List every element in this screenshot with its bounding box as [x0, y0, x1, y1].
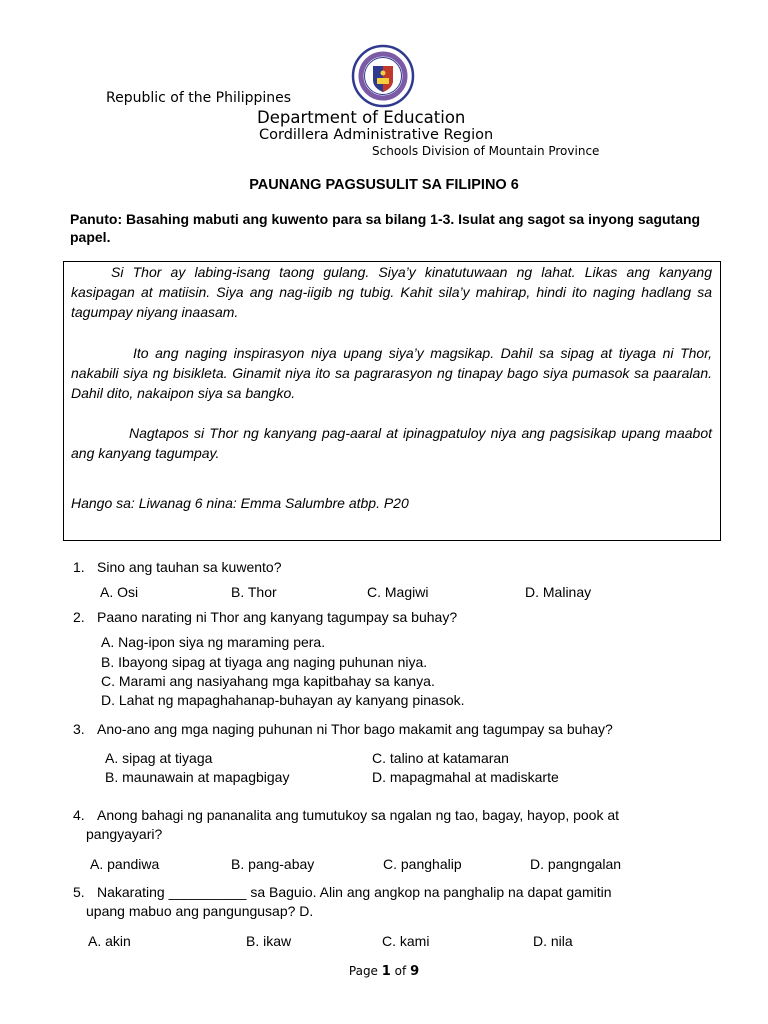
page-word: Page [348, 964, 378, 978]
question-4-continued: pangyayari? [86, 826, 163, 842]
question-5: 5. Nakarating __________ sa Baguio. Alin ang angkop na panghalip na dapat gamitin [73, 884, 612, 900]
story-paragraph-2: Ito ang naging inspirasyon niya upang siya’y magsikap. Dahil sa sipag at tiyaga ni Thor, nakabili siya ng bisikleta. Ginamit niya ito sa pagrarasyon ng tinapay bago siya pumasok sa paaralan. Dahil dito, nakaipon siya sa bangko. [71, 345, 712, 401]
story-box [63, 261, 721, 541]
page-footer [0, 964, 768, 979]
exam-title: PAUNANG PAGSUSULIT SA FILIPINO 6 [249, 177, 519, 193]
q4-option-b: B. pang-abay [231, 856, 315, 872]
question-3: 3. Ano-ano ang mga naging puhunan ni Thor bago makamit ang tagumpay sa buhay? [73, 721, 613, 737]
division-label: Schools Division of Mountain Province [372, 144, 600, 158]
deped-seal-icon [351, 44, 415, 108]
q2-option-a: A. Nag-ipon siya ng maraming pera. [101, 634, 326, 650]
q2-option-c: C. Marami ang nasiyahang mga kapitbahay sa kanya. [101, 673, 435, 689]
q5-option-c: C. kami [382, 933, 430, 949]
q5-option-b: B. ikaw [246, 933, 292, 949]
instructions: Panuto: Basahing mabuti ang kuwento para sa bilang 1-3. Isulat ang sagot sa inyong sagutang papel. [70, 211, 701, 245]
q1-option-a: A. Osi [100, 584, 139, 600]
q2-option-d: D. Lahat ng mapaghahanap-buhayan ay kanyang pinasok. [101, 692, 465, 708]
story-source: Hango sa: Liwanag 6 nina: Emma Salumbre atbp. P20 [71, 495, 409, 511]
q2-option-b: B. Ibayong sipag at tiyaga ang naging puhunan niya. [101, 654, 428, 670]
story-paragraph-3: Nagtapos si Thor ng kanyang pag-aaral at ipinagpatuloy niya ang pagsisikap upang maabot ang kanyang tagumpay. [71, 425, 712, 461]
question-2: 2. Paano narating ni Thor ang kanyang tagumpay sa buhay? [73, 609, 458, 625]
q5-option-d: D. nila [533, 933, 573, 949]
q4-option-d: D. pangngalan [530, 856, 622, 872]
q3-option-a: A. sipag at tiyaga [105, 750, 213, 766]
department-label: Department of Education [257, 108, 466, 127]
question-1: 1. Sino ang tauhan sa kuwento? [73, 559, 282, 575]
story-paragraph-1: Si Thor ay labing-isang taong gulang. Siya’y kinatutuwaan ng lahat. Likas ang kanyang kasipagan at matiisin. Siya ang nag-iigib ng tubig. Kahit sila’y mahirap, hindi ito naging hadlang sa tagumpay niyang inaasam. [71, 264, 712, 320]
q4-option-a: A. pandiwa [90, 856, 160, 872]
q4-option-c: C. panghalip [383, 856, 462, 872]
question-4: 4. Anong bahagi ng pananalita ang tumutukoy sa ngalan ng tao, bagay, hayop, pook at [73, 807, 620, 823]
republic-label: Republic of the Philippines [106, 90, 292, 106]
q1-option-c: C. Magiwi [367, 584, 429, 600]
q1-option-b: B. Thor [231, 584, 277, 600]
question-5-continued: upang mabuo ang pangungusap? D. [86, 903, 314, 919]
page-total: 9 [410, 964, 420, 979]
region-label: Cordillera Administrative Region [259, 127, 494, 143]
q1-option-d: D. Malinay [525, 584, 592, 600]
of-word: of [394, 964, 407, 978]
q5-option-a: A. akin [88, 933, 131, 949]
q3-option-b: B. maunawain at mapagbigay [105, 769, 290, 785]
q3-option-d: D. mapagmahal at madiskarte [372, 769, 559, 785]
page-number: 1 [381, 964, 391, 979]
q3-option-c: C. talino at katamaran [372, 750, 509, 766]
